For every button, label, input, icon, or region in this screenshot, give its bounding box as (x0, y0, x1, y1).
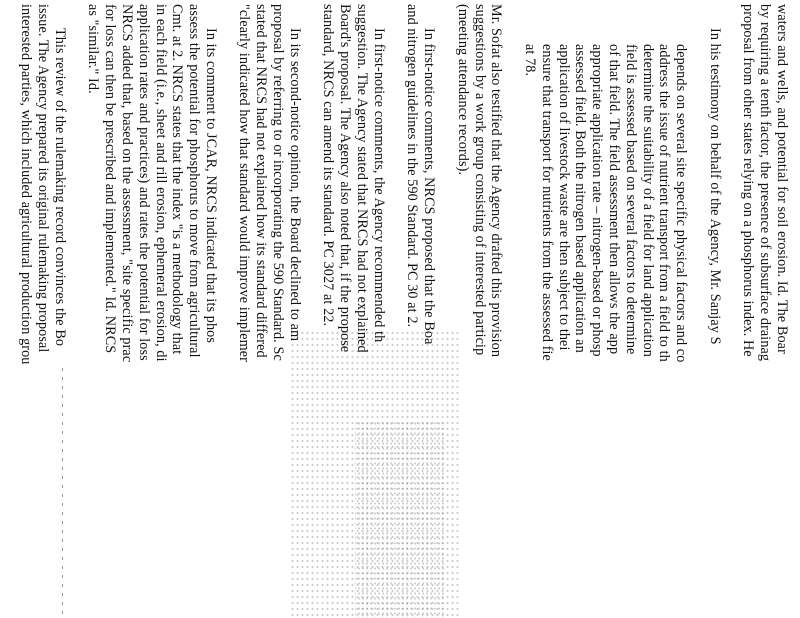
text-line: as "similar." Id. (85, 4, 102, 94)
quote-line: assessed field. Both the nitrogen based application an (572, 44, 589, 353)
text-line: waters and wells, and potential for soil erosion. Id. The Boar (774, 4, 790, 354)
text-line: In its comment to JCAR, NRCS indicated that its phos (202, 28, 219, 343)
quote-line: application of livestock waste are then subject to thei (555, 44, 572, 351)
text-line: for loss can then be prescribed and implemented." Id. NRCS (102, 4, 119, 354)
text-line: standard, NRCS can amend its standard. PC 3027 at 22. (320, 4, 337, 327)
text-line: issue. The Agency prepared its original rulemaking proposal (34, 4, 51, 353)
blank-line (437, 4, 454, 618)
text-line: In his testimony on behalf of the Agency, Mr. Sanjay S (706, 28, 723, 345)
quote-line: field is assessed based on several factors to determine (622, 44, 639, 355)
quote-line: appropriate application rate – nitrogen-based or phosp (589, 44, 606, 357)
text-line: interested parties, which included agricultural production grou (18, 4, 35, 365)
blank-line (387, 4, 404, 618)
quote-line: determine the suitability of a field for land application (639, 44, 656, 357)
quote-line: depends on several site specific physical factors and co (673, 44, 690, 363)
text-line: proposal from other states relying on a phosphorus index. He (740, 4, 757, 357)
blank-line (303, 4, 320, 618)
text-line: in each field (i.e., sheet and rill erosion, ephemeral erosion, di (152, 4, 169, 362)
text-line: suggestions by a work group consisting of interested particip (471, 4, 488, 356)
text-line: NRCS added that, based on the assessment, "site specific prac (118, 4, 135, 363)
rotated-text-column (18, 0, 800, 618)
text-line: In first-notice comments, the Agency recommended th (370, 28, 387, 343)
text-line: stated that NRCS had not explained how its standard differed (253, 4, 270, 358)
text-line: (meeting attendance records). (454, 4, 471, 176)
blank-line (723, 4, 740, 618)
text-line: Mr. Sofat also testified that the Agency drafted this provision (488, 4, 505, 358)
blank-line (219, 4, 236, 618)
quote-line: at 78. (522, 44, 539, 77)
text-line: and nitrogen guidelines in the 590 Standard. PC 30 at 2. (404, 4, 421, 328)
text-line: Cmt. at 2. NRCS states that the index "is a methodology that (169, 4, 186, 355)
blank-line (689, 4, 706, 618)
text-line: "clearly indicated how that standard would improve implemer (236, 4, 253, 362)
text-line: suggestion. The Agency stated that NRCS had not explained (354, 4, 371, 353)
text-line: In first-notice comments, NRCS proposed that the Boa (421, 28, 438, 345)
text-line: This review of the rulemaking record convinces the Bo (51, 28, 68, 347)
text-line: In its second-notice opinion, the Board declined to am (286, 28, 303, 342)
text-line: assess the potential for phosphorus to move from agricultural (186, 4, 203, 358)
blank-line (504, 4, 521, 618)
quote-line: ensure that transport for nutrients from the assessed fie (538, 44, 555, 361)
text-line: Board's proposal. The Agency also noted that, if the propose (337, 4, 354, 353)
text-line: proposal by referring to or incorporating the 590 Standard. Sc (270, 4, 287, 361)
quote-line: of that field. The field assessment then allows the app (606, 44, 623, 355)
text-line: by requiring a tenth factor, the presence of subsurface drainag (757, 4, 774, 362)
text-line: application rates and practices) and rates the potential for loss (135, 4, 152, 361)
blank-line (68, 4, 85, 618)
quote-line: address the issue of nutrient transport from a field to th (656, 44, 673, 362)
